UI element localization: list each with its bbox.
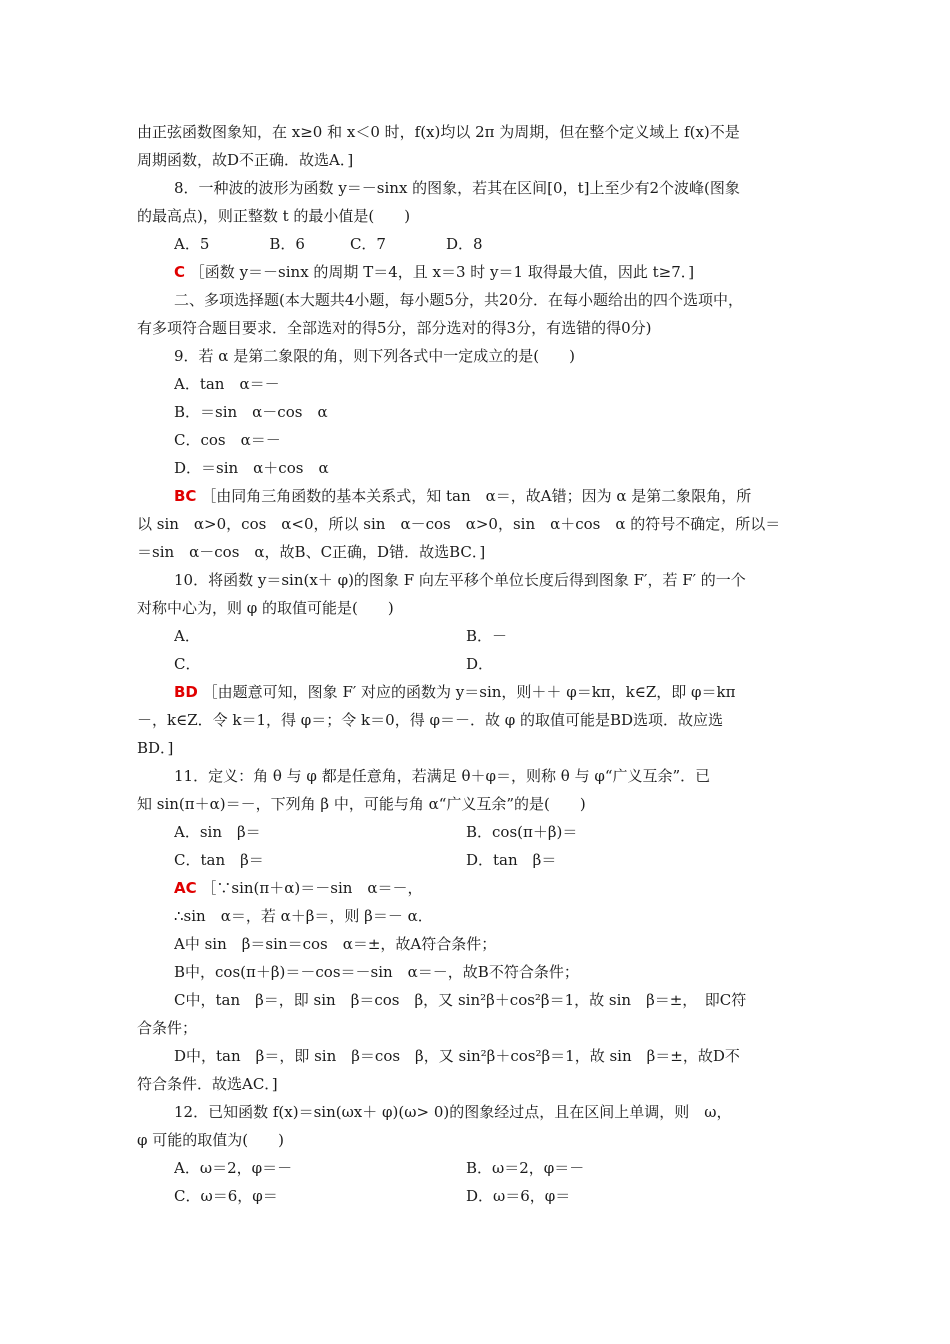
answer-text: ［由同角三角函数的基本关系式，知 tan α＝，故A错；因为 α 是第二象限角，所 <box>201 487 752 505</box>
text-line: 以 sin α>0，cos α<0，所以 sin α－cos α>0，sin α＋cos α 的符号不确定，所以＝ <box>137 515 781 533</box>
option-d: D． <box>466 655 494 673</box>
text-line: φ 可能的取值为( ) <box>137 1131 284 1149</box>
answer-text: ［函数 y＝－sinx 的周期 T＝4，且 x＝3 时 y＝1 取得最大值，因此 t≥7．] <box>189 263 695 281</box>
option-d: D．ω＝6，φ＝ <box>466 1187 571 1205</box>
text-line: B中，cos(π＋β)＝－cos＝－sin α＝－，故B不符合条件； <box>174 963 579 981</box>
option-b: B．ω＝2，φ＝－ <box>466 1159 585 1177</box>
text-line: 有多项符合题目要求．全部选对的得5分，部分选对的得3分，有选错的得0分) <box>137 319 652 337</box>
answer-text: ［由题意可知，图象 F′ 对应的函数为 y＝sin，则＋＋ φ＝kπ，k∈Z，即 φ＝kπ <box>202 683 736 701</box>
question-12-stem: 12．已知函数 f(x)＝sin(ωx＋ φ)(ω> 0)的图象经过点，且在区间上单调，则 ω， <box>174 1103 732 1121</box>
option-a: A．tan α＝－ <box>174 375 280 393</box>
answer-9 <box>174 486 817 506</box>
answer-tag: BC <box>174 487 197 505</box>
text-line: 符合条件．故选AC．] <box>137 1075 278 1093</box>
text-line: A中 sin β＝sin＝cos α＝±，故A符合条件； <box>174 935 497 953</box>
text-line: BD．] <box>137 739 174 757</box>
answer-text: ［∵sin(π＋α)＝－sin α＝－， <box>201 879 423 897</box>
option-c: C．cos α＝－ <box>174 431 281 449</box>
answer-tag: BD <box>174 683 198 701</box>
option-c: C． <box>174 655 201 673</box>
text-line: 由正弦函数图象知，在 x≥0 和 x＜0 时，f(x)均以 2π 为周期，但在整个定义域上 f(x)不是 <box>137 123 740 141</box>
answer-10 <box>174 682 817 702</box>
text-line: 合条件； <box>137 1019 198 1037</box>
question-10-stem: 10．将函数 y＝sin(x＋ φ)的图象 F 向左平移个单位长度后得到图象 F′，若 F′ 的一个 <box>174 571 746 589</box>
option-a: A．sin β＝ <box>174 823 261 841</box>
text-line: 的最高点)，则正整数 t 的最小值是( ) <box>137 207 411 225</box>
text-line: －，k∈Z．令 k＝1，得 φ＝；令 k＝0，得 φ＝－．故 φ 的取值可能是BD选项．故应选 <box>137 711 724 729</box>
question-11-stem: 11．定义：角 θ 与 φ 都是任意角，若满足 θ＋φ＝，则称 θ 与 φ“广义互余”．已 <box>174 767 711 785</box>
text-line: ∴sin α＝，若 α＋β＝，则 β＝－ α． <box>174 907 433 925</box>
question-8-options: A．5 B．6 C．7 D．8 <box>174 235 483 253</box>
text-line: C中，tan β＝，即 sin β＝cos β，又 sin²β＋cos²β＝1，故 sin β＝±， 即C符 <box>174 991 747 1009</box>
option-b: B．－ <box>466 627 508 645</box>
option-d: D．＝sin α＋cos α <box>174 459 329 477</box>
text-line: 对称中心为，则 φ 的取值可能是( ) <box>137 599 394 617</box>
answer-11 <box>174 878 817 898</box>
answer-tag: AC <box>174 879 197 897</box>
option-c: C．tan β＝ <box>174 851 264 869</box>
text-line: D中，tan β＝，即 sin β＝cos β，又 sin²β＋cos²β＝1，故 sin β＝±，故D不 <box>174 1047 740 1065</box>
option-a: A． <box>174 627 200 645</box>
option-b: B．＝sin α－cos α <box>174 403 328 421</box>
question-9-stem: 9．若 α 是第二象限的角，则下列各式中一定成立的是( ) <box>174 347 575 365</box>
option-a: A．ω＝2，φ＝－ <box>174 1159 293 1177</box>
answer-8 <box>174 262 817 282</box>
option-b: B．cos(π＋β)＝ <box>466 823 578 841</box>
question-8-stem: 8．一种波的波形为函数 y＝－sinx 的图象，若其在区间[0，t]上至少有2个波峰(图象 <box>174 179 740 197</box>
option-d: D．tan β＝ <box>466 851 557 869</box>
section-heading: 二、多项选择题(本大题共4小题，每小题5分，共20分．在每小题给出的四个选项中， <box>174 291 744 309</box>
text-line: 知 sin(π＋α)＝－，下列角 β 中，可能与角 α“广义互余”的是( ) <box>137 795 586 813</box>
answer-tag: C <box>174 263 186 281</box>
option-c: C．ω＝6，φ＝ <box>174 1187 278 1205</box>
text-line: ＝sin α－cos α，故B、C正确，D错．故选BC．] <box>137 543 486 561</box>
text-line: 周期函数，故D不正确．故选A．] <box>137 151 354 169</box>
